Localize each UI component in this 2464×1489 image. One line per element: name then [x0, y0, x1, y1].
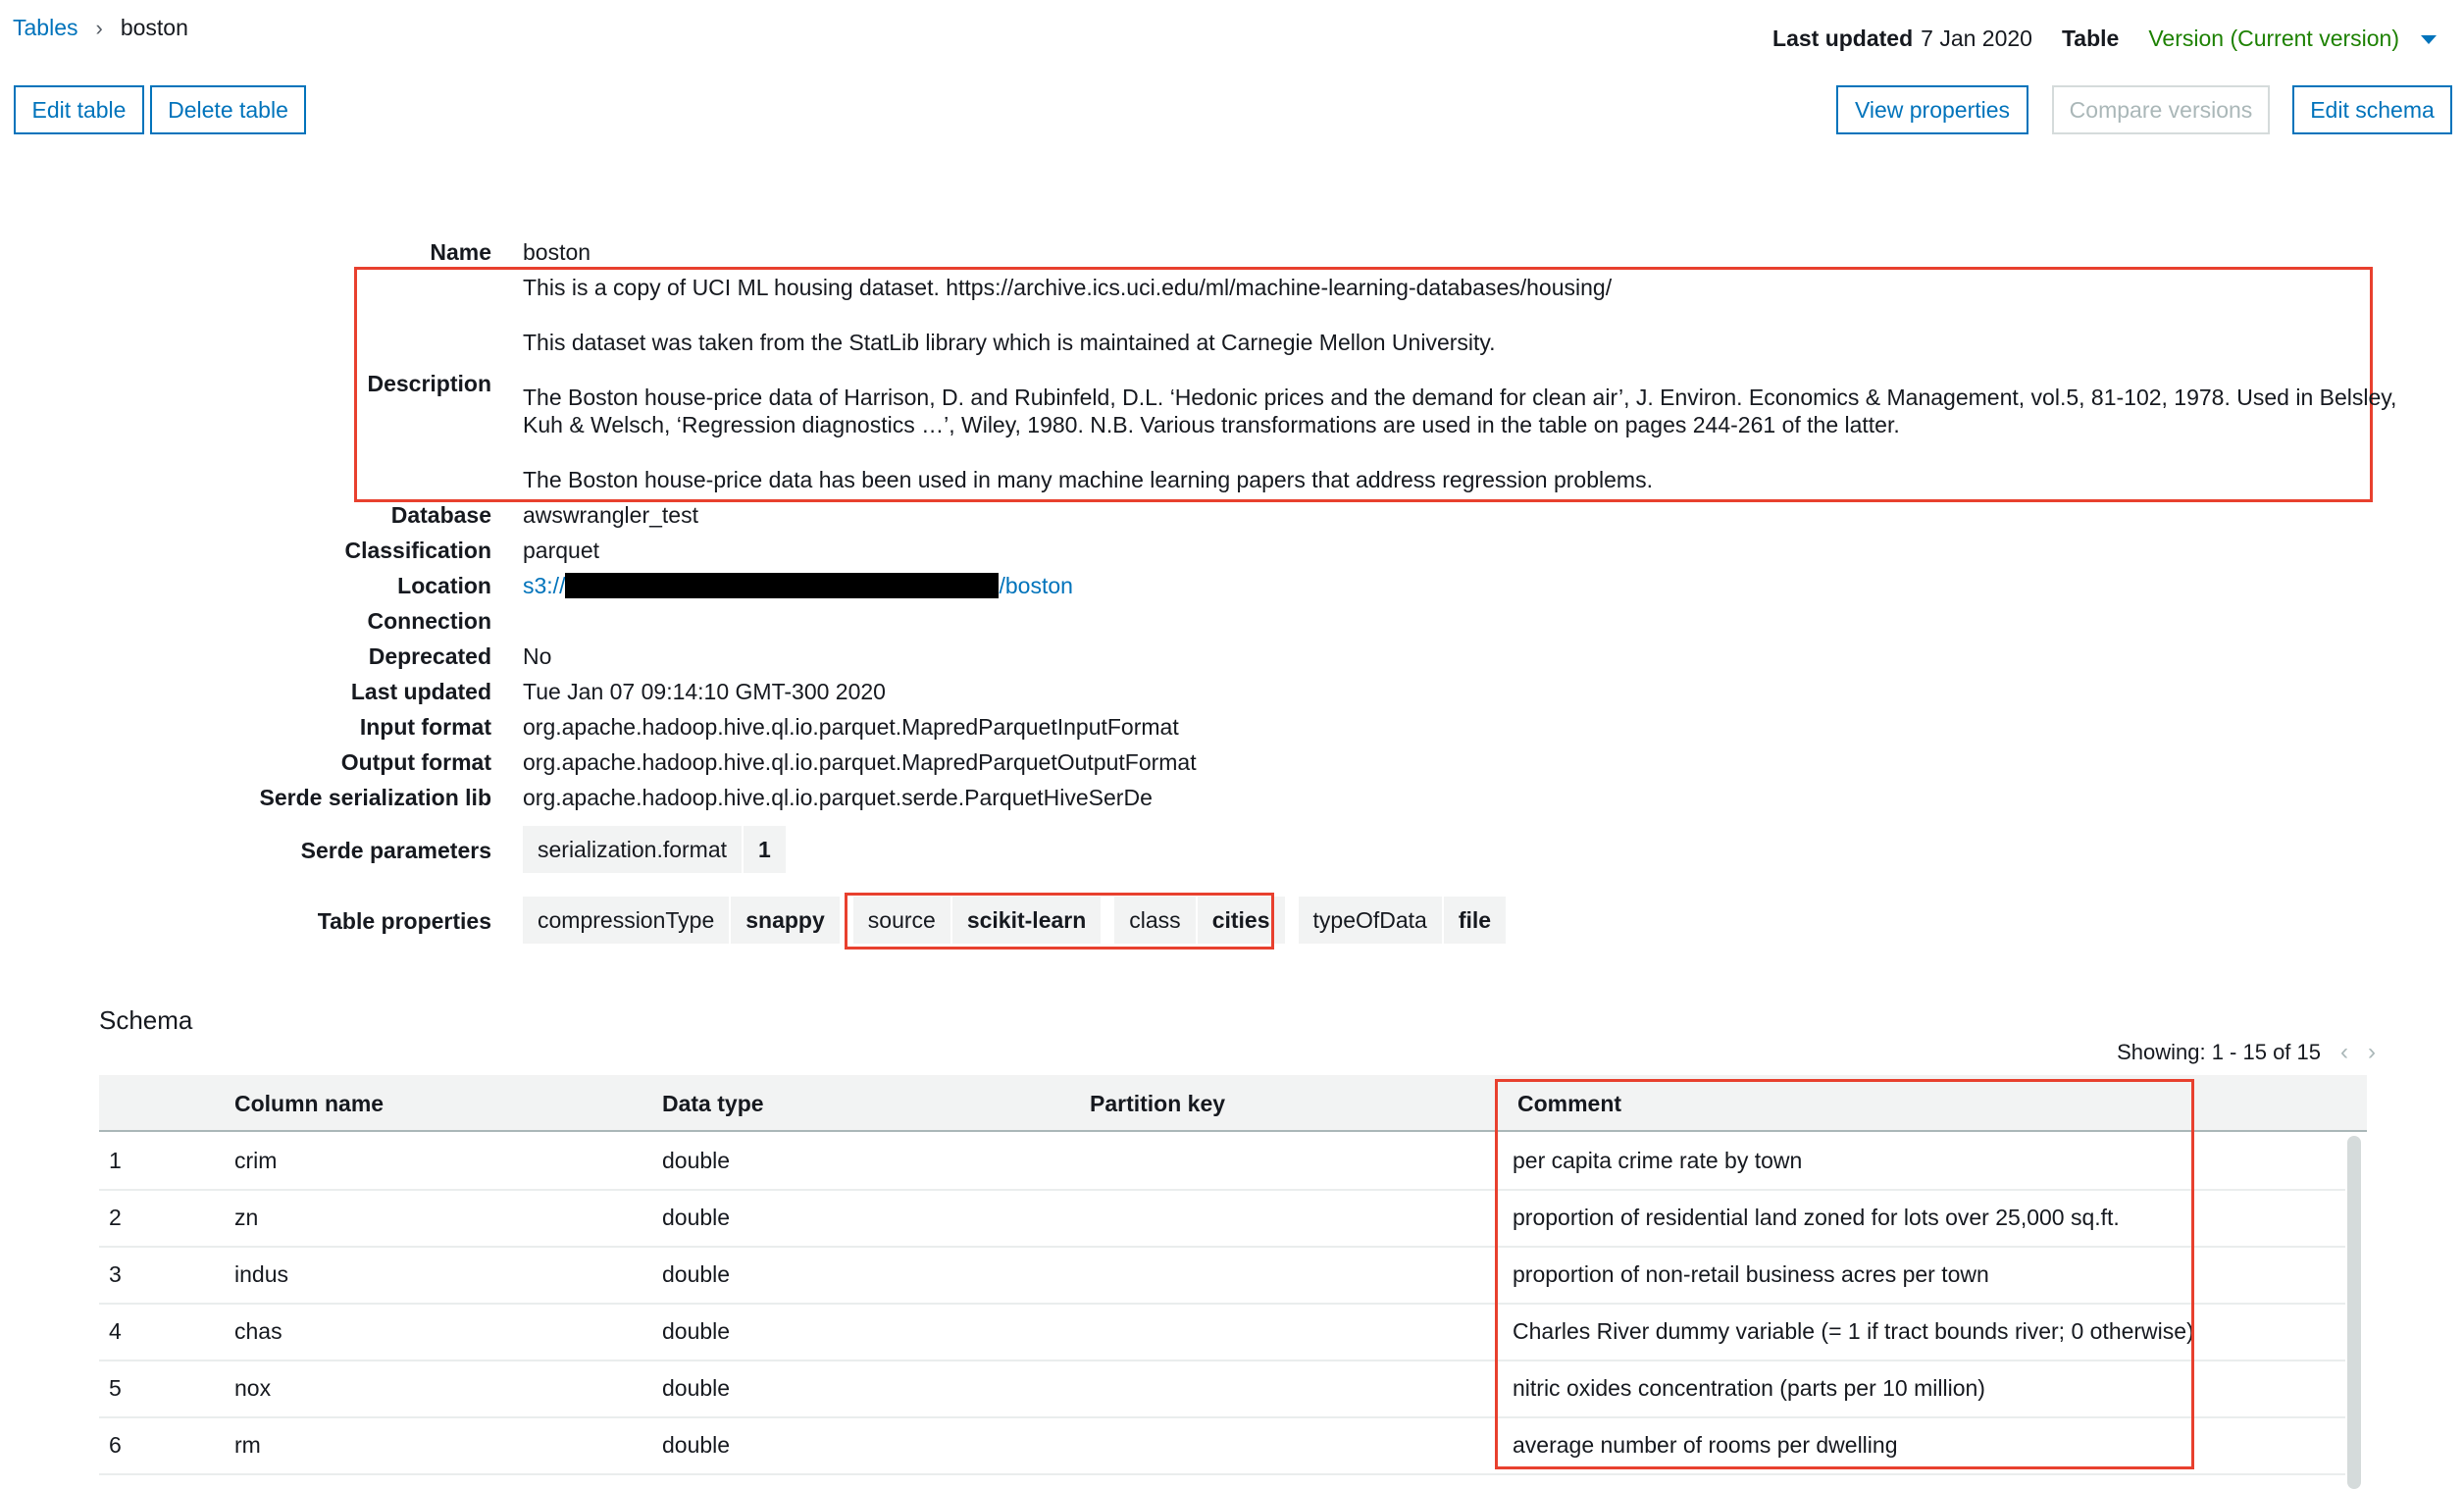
description-line: This is a copy of UCI ML housing dataset. https://archive.ics.uci.edu/ml/machine-learning-databases/housing/	[523, 275, 1613, 300]
breadcrumb-tables-link[interactable]: Tables	[13, 15, 78, 40]
edit-schema-button[interactable]: Edit schema	[2292, 85, 2452, 134]
col-header-partition[interactable]: Partition key	[1090, 1091, 1226, 1116]
pagination	[2117, 1039, 2376, 1066]
output-format-label: Output format	[340, 749, 491, 775]
description-line: Kuh & Welsch, ‘Regression diagnostics …’, Wiley, 1980. N.B. Various transformations are used in the table on pages 244-261 of the latter.	[523, 412, 1900, 437]
cell-comment: nitric oxides concentration (parts per 10 million)	[1513, 1375, 1985, 1401]
cell-name: zn	[234, 1205, 259, 1230]
location-prefix: s3://	[523, 573, 566, 598]
row-index: 5	[109, 1375, 122, 1401]
col-header-name[interactable]: Column name	[234, 1091, 385, 1116]
param-value: 1	[742, 826, 786, 873]
last-updated-detail-value: Tue Jan 07 09:14:10 GMT-300 2020	[523, 679, 886, 704]
serde-params-chips	[523, 826, 786, 873]
last-updated-value: 7 Jan 2020	[1921, 26, 2032, 51]
param-key: serialization.format	[523, 826, 742, 873]
classification-label: Classification	[344, 538, 491, 563]
cell-type: double	[662, 1318, 731, 1344]
row-index: 3	[109, 1261, 122, 1287]
comment-column-highlight	[1495, 1079, 2194, 1469]
serde-lib-value: org.apache.hadoop.hive.ql.io.parquet.serde.ParquetHiveSerDe	[523, 785, 1153, 810]
output-format-value: org.apache.hadoop.hive.ql.io.parquet.MapredParquetOutputFormat	[523, 749, 1197, 775]
deprecated-label: Deprecated	[368, 643, 491, 669]
cell-name: crim	[234, 1148, 278, 1173]
prop-value: file	[1442, 897, 1506, 944]
version-label: Version (Current version)	[2148, 26, 2399, 51]
cell-type: double	[662, 1432, 731, 1458]
chevron-right-icon: ›	[95, 15, 103, 40]
compare-versions-button[interactable]: Compare versions	[2052, 85, 2270, 134]
cell-comment: proportion of residential land zoned for lots over 25,000 sq.ft.	[1513, 1205, 2120, 1230]
view-properties-button[interactable]: View properties	[1836, 85, 2028, 134]
cell-type: double	[662, 1375, 731, 1401]
name-label: Name	[430, 239, 491, 265]
col-header-type[interactable]: Data type	[662, 1091, 764, 1116]
chevron-left-icon[interactable]: ‹	[2340, 1039, 2348, 1065]
prop-key: compressionType	[523, 897, 729, 944]
breadcrumb	[13, 15, 188, 41]
description-value	[523, 274, 2396, 493]
serde-params-label: Serde parameters	[300, 838, 491, 863]
showing-count: Showing: 1 - 15 of 15	[2117, 1040, 2321, 1064]
prop-key: typeOfData	[1299, 897, 1442, 944]
cell-type: double	[662, 1205, 731, 1230]
edit-table-button[interactable]: Edit table	[14, 85, 144, 134]
location-suffix: /boston	[999, 573, 1073, 598]
last-updated-label: Last updated	[1772, 26, 1914, 51]
classification-value: parquet	[523, 538, 600, 563]
col-header-comment[interactable]: Comment	[1517, 1091, 1622, 1116]
serde-lib-label: Serde serialization lib	[259, 785, 491, 810]
description-label: Description	[367, 371, 491, 396]
chevron-right-icon[interactable]: ›	[2368, 1039, 2376, 1065]
last-updated-detail-label: Last updated	[350, 679, 491, 704]
version-select[interactable]	[2148, 26, 2399, 52]
cell-name: nox	[234, 1375, 272, 1401]
prop-value: scikit-learn	[950, 897, 1101, 944]
row-index: 1	[109, 1148, 122, 1173]
cell-comment: proportion of non-retail business acres per town	[1513, 1261, 1989, 1287]
properties-highlight	[845, 893, 1274, 950]
prop-key: class	[1114, 897, 1195, 944]
table-meta	[1772, 26, 2437, 52]
schema-title: Schema	[99, 1005, 193, 1035]
connection-label: Connection	[367, 608, 491, 634]
description-line: The Boston house-price data of Harrison, D. and Rubinfeld, D.L. ‘Hedonic prices and the demand for clean air’, J. Environ. Economics & Management, vol.5, 81-102, 1978. Used in Belsley,	[523, 385, 2397, 410]
cell-comment: Charles River dummy variable (= 1 if tract bounds river; 0 otherwise)	[1513, 1318, 2194, 1344]
row-index: 6	[109, 1432, 122, 1458]
table-props-label: Table properties	[317, 908, 491, 934]
description-line: The Boston house-price data has been used in many machine learning papers that address regression problems.	[523, 467, 1653, 492]
location-link[interactable]	[523, 573, 1073, 599]
prop-key: source	[853, 897, 950, 944]
deprecated-value: No	[523, 643, 552, 669]
cell-name: indus	[234, 1261, 288, 1287]
redacted-bar	[565, 573, 999, 598]
database-value: awswrangler_test	[523, 502, 698, 528]
prop-value: snappy	[729, 897, 840, 944]
table-label: Table	[2061, 26, 2120, 51]
cell-type: double	[662, 1261, 731, 1287]
database-label: Database	[390, 502, 491, 528]
table-scrollbar[interactable]	[2347, 1136, 2361, 1489]
delete-table-button[interactable]: Delete table	[150, 85, 306, 134]
breadcrumb-current: boston	[120, 15, 188, 40]
cell-type: double	[662, 1148, 731, 1173]
cell-comment: per capita crime rate by town	[1513, 1148, 1803, 1173]
cell-name: rm	[234, 1432, 261, 1458]
description-line: This dataset was taken from the StatLib library which is maintained at Carnegie Mellon University.	[523, 330, 1496, 355]
caret-down-icon[interactable]	[2421, 35, 2437, 44]
name-value: boston	[523, 239, 591, 265]
prop-value: cities	[1196, 897, 1285, 944]
cell-comment: average number of rooms per dwelling	[1513, 1432, 1898, 1458]
input-format-label: Input format	[359, 714, 491, 740]
row-index: 2	[109, 1205, 122, 1230]
location-label: Location	[397, 573, 491, 598]
input-format-value: org.apache.hadoop.hive.ql.io.parquet.MapredParquetInputFormat	[523, 714, 1179, 740]
cell-name: chas	[234, 1318, 282, 1344]
row-index: 4	[109, 1318, 122, 1344]
